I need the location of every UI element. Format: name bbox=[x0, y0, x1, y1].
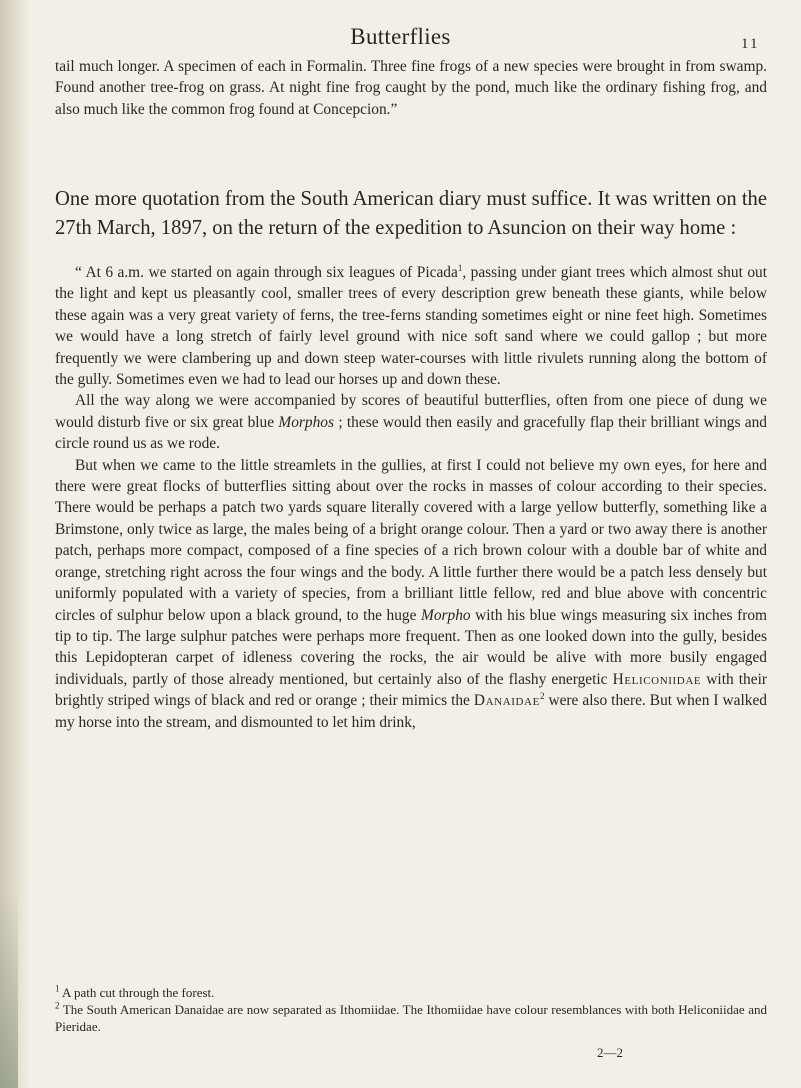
quote-3-text-c: with their brightly striped wings of black and red or orange ; their mimics the bbox=[55, 670, 767, 710]
paragraph-continuation bbox=[55, 56, 767, 120]
quote-paragraph-3 bbox=[55, 455, 767, 733]
quote-1-text-a: “ At 6 a.m. we started on again through six leagues of Picada bbox=[75, 264, 458, 281]
footnote-mark: 1 bbox=[55, 983, 60, 994]
footnote-ref-2: 2 bbox=[539, 691, 545, 701]
quote-2-text-b: ; these would then easily and gracefully flap their brilliant wings and circle round us as we rode. bbox=[55, 413, 767, 453]
quote-1-text-b: , passing under giant trees which almost shut out the light and kept us pleasantly cool, smaller trees of every description grew beneath these giants, while below these again was a very great variety of ferns, the tree-ferns standing sometimes eight or nine feet high. Sometimes we would have a long stretch of fairly level ground with nice soft sand where we could gallop ; but more frequently we were clambering up and down steep water-courses with little rivulets running along the bottom of the gully. Sometimes even we had to lead our horses up and down these. bbox=[55, 264, 767, 389]
quote-2-italic: Morphos bbox=[278, 413, 334, 431]
footnote-text: A path cut through the forest. bbox=[59, 985, 215, 1000]
quote-3-smallcaps-2: Danaidae bbox=[473, 692, 540, 710]
quote-paragraph-1 bbox=[55, 262, 767, 390]
gutter-edge-stain bbox=[0, 888, 18, 1088]
quote-3-text-d: were also there. But when I walked my horse into the stream, and dismounted to let him drink, bbox=[55, 692, 767, 731]
quote-3-text-b: with his blue wings measuring six inches from tip to tip. The large sulphur patches were perhaps more frequent. Then as one looked down into the gully, besides this Lepidopteran carpet of idleness covering the rocks, the air would be alive with more busily engaged individuals, partly of those already mentioned, but certainly also of the flashy energetic bbox=[55, 606, 767, 688]
running-title: Butterflies bbox=[350, 24, 451, 49]
footnote-mark: 2 bbox=[55, 1000, 60, 1011]
footnote-1 bbox=[55, 984, 767, 1001]
quote-paragraph-2 bbox=[55, 390, 767, 454]
page-number: 11 bbox=[741, 36, 760, 52]
paragraph-text: tail much longer. A specimen of each in Formalin. Three fine frogs of a new species were brought in from swamp. Found another tree-frog on grass. At night fine frog caught by the pond, much like the ordinary fishing frog, and also much like the common frog found at Concepcion.” bbox=[55, 58, 767, 118]
footnote-2 bbox=[55, 1001, 767, 1035]
quote-2-text-a: All the way along we were accompanied by scores of beautiful butterflies, often from one piece of dung we would disturb five or six great blue bbox=[55, 392, 767, 431]
intro-text: One more quotation from the South American diary must suffice. It was written on the 27th March, 1897, on the return of the expedition to Asuncion on their way home : bbox=[55, 188, 767, 239]
quote-3-smallcaps-1: Heliconiidae bbox=[612, 670, 702, 688]
footnote-ref-1: 1 bbox=[457, 262, 463, 273]
diary-quotation bbox=[55, 262, 767, 733]
quotation-intro bbox=[55, 185, 767, 242]
quote-3-text-a: But when we came to the little streamlets in the gullies, at first I could not believe my own eyes, for here and there were great flocks of butterflies sitting about over the rocks in masses of colour according to their species. There would be perhaps a patch two yards square literally covered with a large yellow butterfly, something like a Brimstone, only twice as large, the males being of a bright orange colour. Then a yard or two away there is another patch, perhaps more compact, composed of a fine species of a rich brown colour with a double bar of white and orange, stretching right across the four wings and the body. A little further there would be a patch less densely but uniformly populated with a variety of species, from a brilliant little fellow, red and blue above with concentric circles of sulphur below upon a black ground, to the huge bbox=[55, 456, 767, 624]
footnote-text: The South American Danaidae are now separated as Ithomiidae. The Ithomiidae have colour resemblances with both Heliconiidae and Pieridae. bbox=[55, 1002, 767, 1034]
signature-mark: 2—2 bbox=[597, 1045, 623, 1060]
quote-3-italic: Morpho bbox=[421, 606, 471, 624]
